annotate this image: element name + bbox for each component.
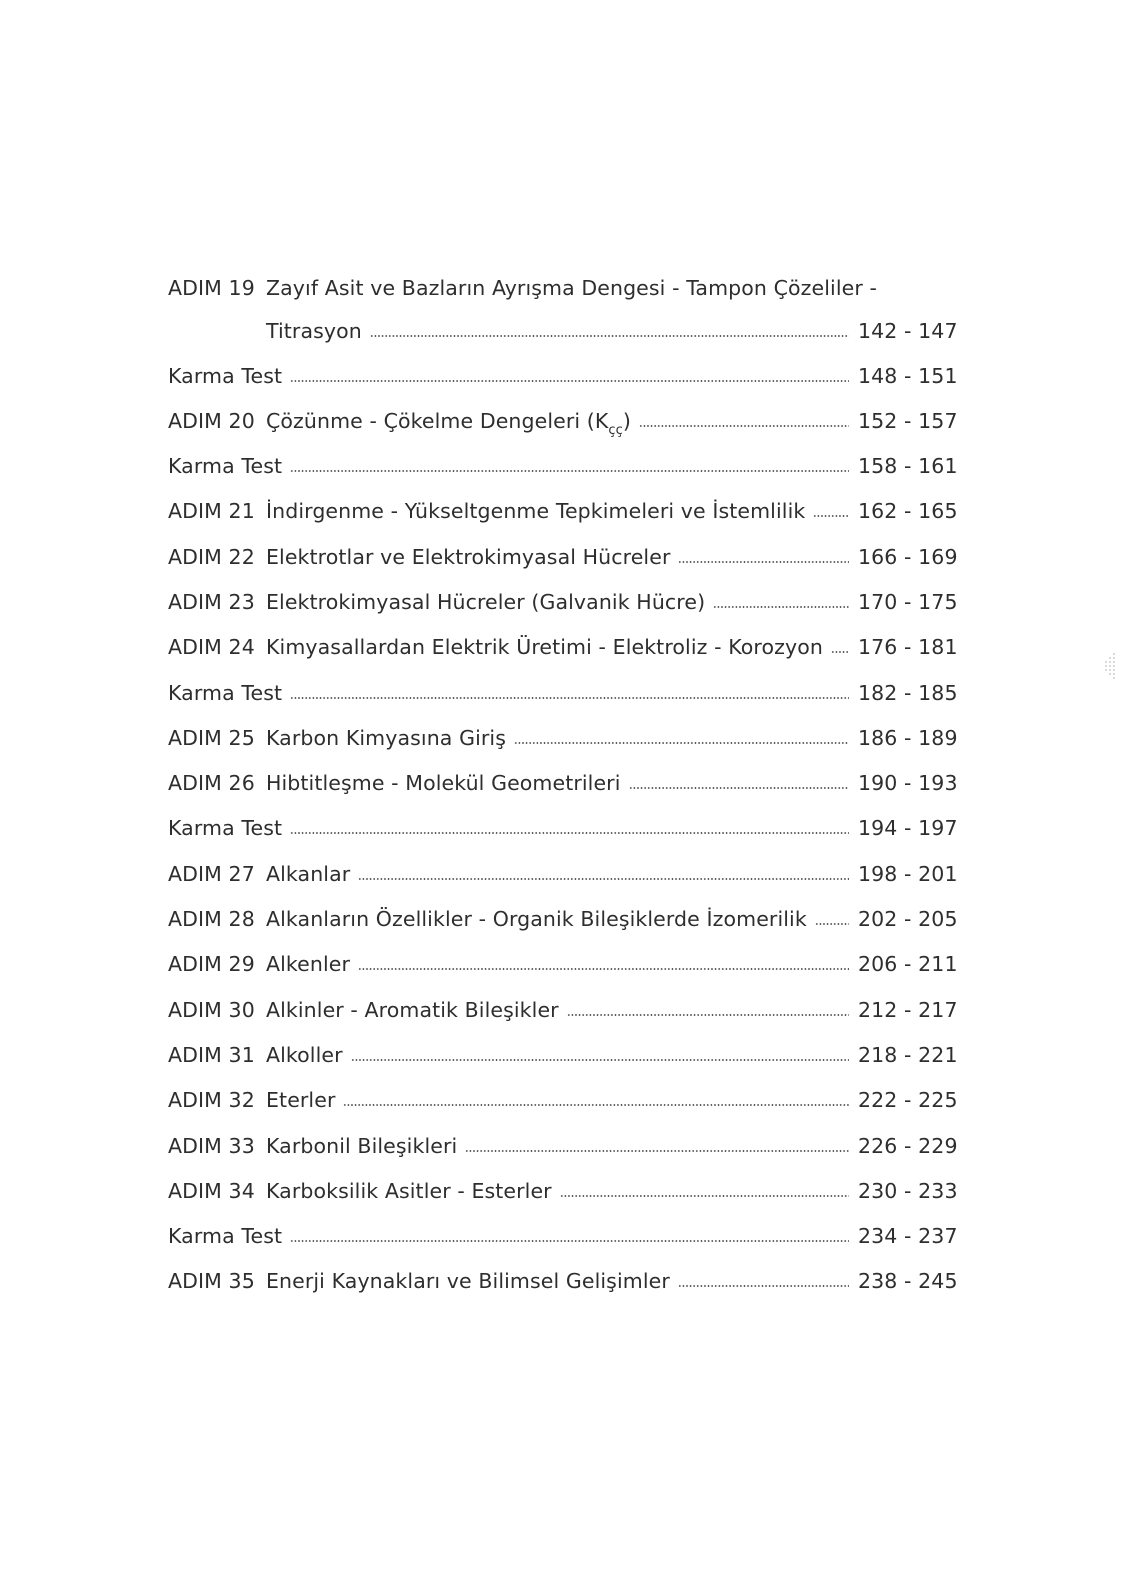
- toc-entry: [168, 670, 958, 715]
- toc-entry-title-text: Alkanların Özellikler - Organik Bileşiklerde İzomerilik: [266, 907, 807, 932]
- toc-entry-pages: 166 - 169: [858, 544, 958, 569]
- toc-entry-title-text: Eterler: [266, 1088, 336, 1113]
- toc-entry: [168, 353, 958, 398]
- toc-entry-title: [266, 590, 705, 614]
- dot-leader: [290, 697, 849, 699]
- toc-entry-pages: 162 - 165: [858, 499, 958, 524]
- toc-entry-title-text: Enerji Kaynakları ve Bilimsel Gelişimler: [266, 1269, 670, 1294]
- dot-leader: [358, 968, 849, 970]
- toc-entry-label: ADIM 21: [168, 499, 255, 524]
- dot-leader: [639, 425, 849, 427]
- toc-entry-label: ADIM 24: [168, 635, 255, 660]
- toc-entry-pages: 198 - 201: [858, 861, 958, 886]
- toc-entry-label: ADIM 31: [168, 1042, 255, 1067]
- toc-entry-title: Zayıf Asit ve Bazların Ayrışma Dengesi - Tampon Çözeliler -: [266, 275, 877, 300]
- toc-entry: [168, 1123, 958, 1168]
- toc-entry-pages: 170 - 175: [858, 589, 958, 614]
- toc-entry: [168, 1078, 958, 1123]
- toc-entry-title: [266, 952, 350, 976]
- toc-entry-title-text: Kimyasallardan Elektrik Üretimi - Elektroliz - Korozyon: [266, 635, 823, 660]
- toc-entry-label: ADIM 26: [168, 771, 255, 796]
- toc-entry: [168, 534, 958, 579]
- toc-entry-list: [168, 353, 958, 1304]
- toc-entry-label: ADIM 34: [168, 1178, 255, 1203]
- toc-entry-pages: 148 - 151: [858, 363, 958, 388]
- toc-entry-label: ADIM 32: [168, 1088, 255, 1113]
- toc-entry-title: [266, 1269, 670, 1293]
- toc-entry-label: ADIM 22: [168, 544, 255, 569]
- toc-entry-title-subscript: çç: [608, 422, 623, 438]
- toc-entry-title-text: Alkinler - Aromatik Bileşikler: [266, 997, 559, 1022]
- dot-leader: [370, 335, 849, 337]
- toc-entry-title-text: Alkanlar: [266, 861, 351, 886]
- toc-entry-title: [266, 499, 805, 523]
- toc-entry-pages: 230 - 233: [858, 1178, 958, 1203]
- toc-entry-title-text: Hibtitleşme - Molekül Geometrileri: [266, 771, 621, 796]
- toc-entry-title-text: Elektrotlar ve Elektrokimyasal Hücreler: [266, 544, 671, 569]
- toc-entry-title-text: Karboksilik Asitler - Esterler: [266, 1178, 552, 1203]
- toc-entry-label: ADIM 30: [168, 997, 255, 1022]
- toc-entry-title-text: Karbon Kimyasına Giriş: [266, 725, 506, 750]
- toc-entry-pages: 182 - 185: [858, 680, 958, 705]
- toc-entry-label: ADIM 20: [168, 408, 255, 433]
- toc-entry-pages: 152 - 157: [858, 408, 958, 433]
- dot-leader: [560, 1195, 849, 1197]
- dot-leader: [831, 651, 849, 653]
- toc-entry-label: ADIM 35: [168, 1269, 255, 1294]
- dot-leader: [290, 1240, 849, 1242]
- toc-entry-title-continued: Titrasyon: [266, 318, 362, 343]
- toc-entry-label: Karma Test: [168, 816, 283, 841]
- toc-entry-title: [266, 998, 559, 1022]
- dot-leader: [290, 832, 849, 834]
- toc-entry: [168, 489, 958, 534]
- toc-entry-title-text: Çözünme - Çökelme Dengeleri (K: [266, 408, 609, 433]
- dot-leader: [678, 561, 849, 563]
- toc-entry-pages: 202 - 205: [858, 907, 958, 932]
- toc-entry: [168, 1032, 958, 1077]
- toc-entry: [168, 625, 958, 670]
- toc-entry: [168, 806, 958, 851]
- toc-entry-label: ADIM 27: [168, 861, 255, 886]
- toc-entry-title-text: Alkoller: [266, 1042, 343, 1067]
- toc-entry: [168, 1168, 958, 1213]
- toc-entry: [168, 851, 958, 896]
- toc-entry-pages: 142 - 147: [858, 318, 958, 343]
- toc-entry-title: [266, 1179, 552, 1203]
- toc-entry-pages: 158 - 161: [858, 454, 958, 479]
- toc-entry: [168, 897, 958, 942]
- table-of-contents: [168, 265, 958, 1304]
- toc-entry: [168, 761, 958, 806]
- toc-entry-pages: 222 - 225: [858, 1088, 958, 1113]
- toc-entry-pages: 218 - 221: [858, 1042, 958, 1067]
- dot-leader: [813, 515, 849, 517]
- toc-entry-pages: 206 - 211: [858, 952, 958, 977]
- dot-leader: [358, 878, 849, 880]
- toc-entry-pages: 212 - 217: [858, 997, 958, 1022]
- toc-entry-title-suffix: ): [622, 408, 632, 433]
- toc-entry-label: ADIM 23: [168, 589, 255, 614]
- toc-entry-label: ADIM 33: [168, 1133, 255, 1158]
- toc-entry-pages: 186 - 189: [858, 725, 958, 750]
- dot-leader: [343, 1104, 849, 1106]
- toc-entry-title: [266, 771, 621, 795]
- toc-entry-title-text: Alkenler: [266, 952, 351, 977]
- toc-entry: [168, 942, 958, 987]
- toc-entry-label: Karma Test: [168, 680, 283, 705]
- toc-entry-label: ADIM 25: [168, 725, 255, 750]
- toc-entry-title: [266, 1134, 457, 1158]
- toc-entry-title-text: Karbonil Bileşikleri: [266, 1133, 458, 1158]
- dot-leader: [290, 470, 849, 472]
- toc-entry-adim-19: [168, 265, 958, 308]
- toc-entry-title-text: Elektrokimyasal Hücreler (Galvanik Hücre): [266, 589, 706, 614]
- toc-entry-pages: 194 - 197: [858, 816, 958, 841]
- toc-entry: [168, 398, 958, 443]
- toc-entry-label: ADIM 19: [168, 275, 255, 300]
- toc-entry-title: [266, 1088, 335, 1112]
- toc-entry: [168, 715, 958, 760]
- toc-entry: [168, 1259, 958, 1304]
- toc-entry-label: Karma Test: [168, 363, 283, 388]
- toc-entry: [168, 579, 958, 624]
- dot-leader: [465, 1150, 849, 1152]
- dot-leader: [567, 1014, 849, 1016]
- toc-entry-label: Karma Test: [168, 1224, 283, 1249]
- toc-entry-pages: 190 - 193: [858, 771, 958, 796]
- toc-entry-title: [266, 635, 823, 659]
- toc-entry-title: [266, 862, 350, 886]
- toc-entry-pages: 226 - 229: [858, 1133, 958, 1158]
- dot-leader: [290, 380, 849, 382]
- page-edge-mark: [1100, 648, 1124, 688]
- toc-entry-title: [266, 726, 506, 750]
- dot-leader: [815, 923, 849, 925]
- dot-leader: [514, 742, 849, 744]
- toc-entry-label: ADIM 28: [168, 907, 255, 932]
- toc-entry-title: [266, 545, 670, 569]
- toc-entry: [168, 444, 958, 489]
- toc-entry-continuation: [168, 308, 958, 353]
- toc-entry-label: ADIM 29: [168, 952, 255, 977]
- toc-entry-title: [266, 907, 807, 931]
- toc-entry-title: [266, 408, 632, 438]
- toc-entry-label: Karma Test: [168, 454, 283, 479]
- toc-entry: [168, 987, 958, 1032]
- dot-leader: [351, 1059, 849, 1061]
- toc-entry: [168, 1214, 958, 1259]
- dot-leader: [629, 787, 850, 789]
- dot-leader: [678, 1285, 849, 1287]
- toc-entry-pages: 176 - 181: [858, 635, 958, 660]
- dot-leader: [713, 606, 849, 608]
- toc-entry-pages: 234 - 237: [858, 1224, 958, 1249]
- toc-entry-title-text: İndirgenme - Yükseltgenme Tepkimeleri ve İstemlilik: [266, 499, 806, 524]
- toc-entry-title: [266, 1043, 343, 1067]
- toc-entry-pages: 238 - 245: [858, 1269, 958, 1294]
